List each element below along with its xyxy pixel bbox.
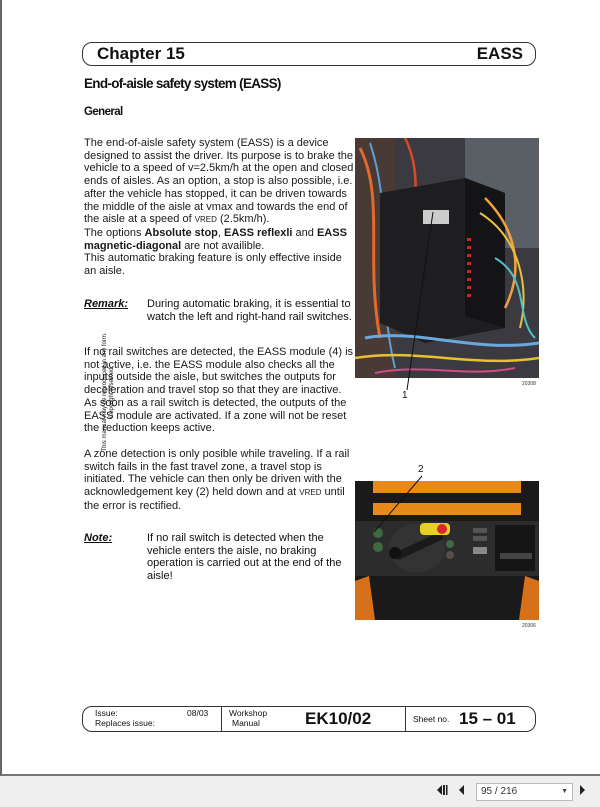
prev-page-button[interactable] — [458, 784, 466, 799]
eass-module-photo — [355, 138, 539, 378]
note-text: If no rail switch is detected when the vehicle enters the aisle, no braking operation is carried out at the end of the aisle! — [147, 532, 342, 583]
page-title: End-of-aisle safety system (EASS) — [84, 76, 281, 91]
next-page-button[interactable] — [578, 784, 586, 799]
eass-module-illustration — [355, 138, 539, 378]
section-subtitle: General — [84, 106, 123, 118]
zone-detection-paragraph: A zone detection is only posible while traveling. If a rail switch fails in the fast travel zone, a travel stop is initiated. The vehicle can then only be driven with the acknowledgement key (2) held down and at VRED until the error is rectified. — [84, 448, 350, 512]
model-number: EK10/02 — [305, 709, 372, 728]
copyright-notice: This manual may be reproduced in any form. Copyright reserved. — [102, 332, 115, 452]
first-page-icon — [437, 784, 449, 796]
callout-2: 2 — [418, 464, 424, 475]
remark-text: During automatic braking, it is essential to watch the left and right-hand rail switches. — [147, 298, 352, 323]
section-label: EASS — [476, 44, 523, 63]
note-block — [84, 532, 354, 584]
callout-1-leader-line — [405, 210, 435, 392]
pdf-viewer-toolbar — [0, 776, 600, 807]
issue-label: Issue: — [95, 708, 118, 718]
next-page-icon — [578, 784, 586, 796]
chapter-label: Chapter 15 — [97, 44, 185, 63]
sheet-label: Sheet no. — [413, 714, 450, 724]
intro-paragraph: The end-of-aisle safety system (EASS) is a device designed to assist the driver. Its purpose is to brake the vehicle to a speed of v=2.5km/h at the open and closed ends of aisles. As an option, a stop is also possible, i.e. after the vehicle has stopped, it can be driven towards the middle of the aisle at vmax and towards the end of the aisle at a speed of VRED (2.5km/h). The options Absolute stop, EASS reflexli and EASS magnetic-diagonal are not availible. This automatic braking feature is only effective inside an aisle. — [84, 137, 354, 278]
figure-1-number: 20308 — [522, 381, 536, 387]
callout-2-leader-line — [372, 474, 424, 534]
note-label: Note: — [84, 532, 113, 544]
remark-label: Remark: — [84, 298, 129, 310]
sheet-number: 15 – 01 — [459, 709, 516, 728]
issue-value: 08/03 — [187, 708, 209, 718]
first-page-button[interactable] — [437, 784, 449, 799]
chapter-header — [82, 42, 536, 66]
replaces-issue-label: Replaces issue: — [95, 718, 156, 728]
manual-label: Manual — [232, 718, 260, 728]
prev-page-icon — [458, 784, 466, 796]
document-footer — [82, 706, 536, 732]
page-number-dropdown[interactable] — [476, 783, 573, 801]
callout-1: 1 — [402, 390, 408, 401]
figure-2-number: 20306 — [522, 623, 536, 629]
remark-block — [84, 298, 354, 338]
chevron-down-icon: ▼ — [561, 788, 568, 795]
workshop-label: Workshop — [229, 708, 268, 718]
rail-switch-paragraph: If no rail switches are detected, the EASS module (4) is not active, i.e. the EASS module also checks all the inputs outside the aisle, but switches the outputs for deceleration and travel stop so that they are inactive. As soon as a rail switch is detected, the outputs of the EASS module are activated. If a zone will not be reset the reduction keeps active. — [84, 346, 354, 435]
page-indicator: 95 / 216 — [481, 786, 518, 797]
